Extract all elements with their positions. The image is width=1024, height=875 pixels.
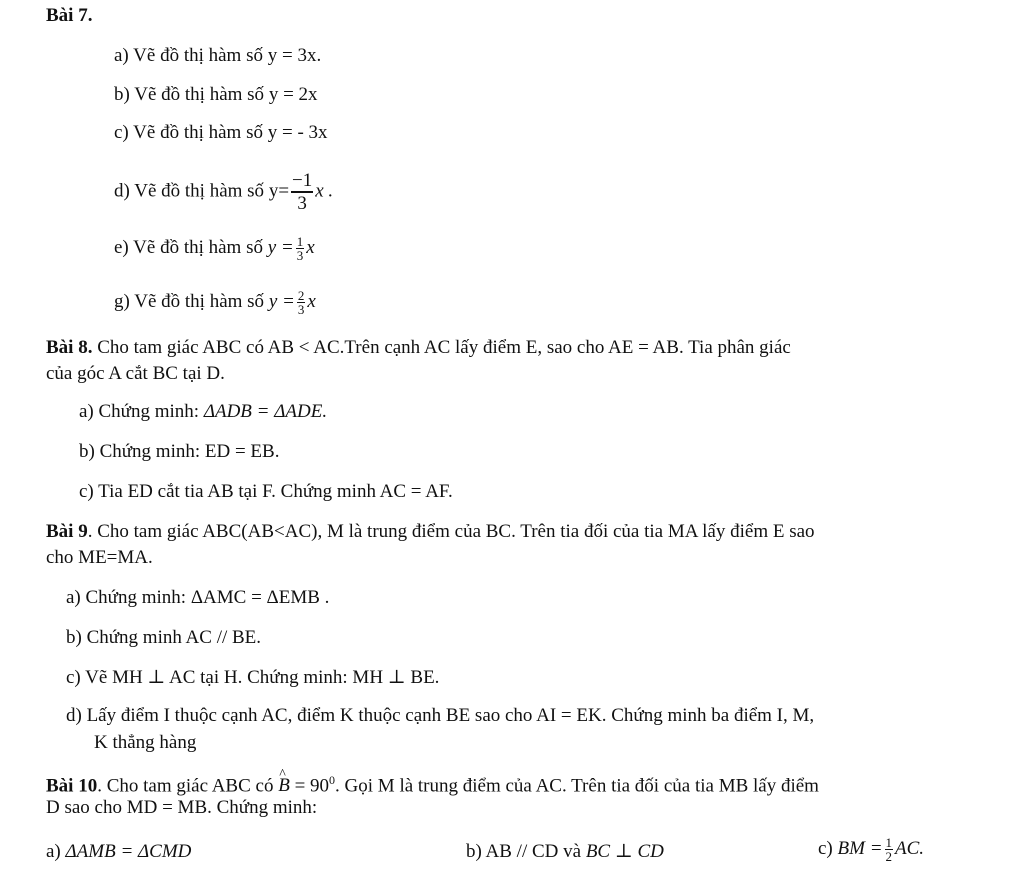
bai8-title: Bài 8. — [46, 337, 93, 358]
bai10-intro1b: . Gọi M là trung điểm của AC. Trên tia đối của tia MB lấy điểm — [335, 775, 819, 797]
bai10-item-c — [818, 836, 924, 863]
bai9-item-a: a) Chứng minh: ΔAMC = ΔEMB . — [66, 587, 330, 608]
bai10-item-a — [46, 840, 191, 864]
bai7-e-lhs: y = — [267, 236, 294, 258]
bai8-item-c: c) Tia ED cắt tia AB tại F. Chứng minh AC = AF. — [79, 481, 453, 502]
bai9-intro-line2: cho ME=MA. — [46, 547, 153, 568]
bai7-a-eq: y = 3x. — [267, 45, 322, 66]
bai9-item-b: b) Chứng minh AC // BE. — [66, 627, 262, 648]
bai7-item-e — [114, 235, 315, 262]
bai9-item-d-line2: K thẳng hàng — [94, 732, 197, 753]
bai7-g-fraction — [297, 289, 306, 316]
bai7-d-rhs: x . — [315, 180, 334, 202]
bai10-b-math: BC ⊥ CD — [585, 841, 664, 862]
bai10-c-lhs: BM = — [837, 837, 883, 859]
bai10-intro-line1 — [46, 768, 819, 798]
bai9-item-d-line1: d) Lấy điểm I thuộc cạnh AC, điểm K thuộc cạnh BE sao cho AI = EK. Chứng minh ba điểm I, M, — [66, 705, 815, 726]
bai9-intro-line1 — [46, 520, 815, 544]
bai7-d-num: −1 — [292, 170, 313, 191]
bai7-e-fraction — [296, 235, 305, 262]
bai10-title: Bài 10 — [46, 775, 98, 797]
bai7-a-text: a) Vẽ đồ thị hàm số — [114, 45, 263, 66]
bai10-c-den: 2 — [885, 849, 893, 864]
bai7-e-rhs: x — [306, 236, 315, 258]
bai7-d-lhs: y= — [268, 180, 290, 202]
bai8-a-math: ΔADB = ΔADE. — [203, 401, 328, 422]
bai7-item-a — [114, 44, 321, 68]
bai7-b-eq: y = 2x — [268, 84, 318, 105]
bai10-c-fraction — [885, 836, 894, 863]
bai7-c-eq: y = - 3x — [267, 122, 328, 143]
bai10-item-b — [466, 840, 664, 864]
bai7-d-text: d) Vẽ đồ thị hàm số — [114, 180, 265, 202]
bai8-intro1: Cho tam giác ABC có AB < AC.Trên cạnh AC lấy điểm E, sao cho AE = AB. Tia phân giác — [97, 337, 791, 358]
bai10-c-label: c) — [818, 837, 833, 859]
bai7-e-den: 3 — [296, 248, 304, 263]
bai8-intro-line1 — [46, 336, 791, 360]
bai10-a-label: a) — [46, 841, 61, 862]
bai7-e-num: 1 — [296, 234, 304, 249]
bai7-item-d — [114, 170, 333, 214]
bai8-item-b: b) Chứng minh: ED = EB. — [79, 441, 280, 462]
bai9-intro1: . Cho tam giác ABC(AB<AC), M là trung điểm của BC. Trên tia đối của tia MA lấy điểm E sao — [87, 521, 815, 542]
bai7-g-den: 3 — [297, 302, 305, 317]
bai7-g-lhs: y = — [268, 290, 295, 312]
bai7-item-g — [114, 289, 316, 316]
bai8-item-a — [79, 400, 327, 424]
bai10-c-num: 1 — [885, 835, 893, 850]
bai8-intro-line2: của góc A cắt BC tại D. — [46, 363, 225, 384]
bai7-b-text: b) Vẽ đồ thị hàm số — [114, 84, 265, 105]
bai10-angle-eq: = 90 — [294, 775, 330, 797]
bai10-intro1a: . Cho tam giác ABC có — [97, 775, 274, 797]
bai7-c-text: c) Vẽ đồ thị hàm số — [114, 122, 263, 143]
bai7-g-num: 2 — [297, 288, 305, 303]
bai7-g-rhs: x — [307, 290, 316, 312]
bai8-a-label: a) Chứng minh: — [79, 401, 200, 422]
bai9-title: Bài 9 — [46, 521, 88, 542]
bai7-e-text: e) Vẽ đồ thị hàm số — [114, 236, 263, 258]
bai7-item-b — [114, 83, 318, 107]
bai7-g-text: g) Vẽ đồ thị hàm số — [114, 290, 265, 312]
bai10-b-label: b) AB // CD và — [466, 841, 582, 862]
bai10-intro-line2: D sao cho MD = MB. Chứng minh: — [46, 797, 318, 818]
bai9-item-c: c) Vẽ MH ⊥ AC tại H. Chứng minh: MH ⊥ BE. — [66, 667, 440, 688]
bai10-a-math: ΔAMB = ΔCMD — [65, 841, 192, 862]
bai10-c-rhs: AC. — [895, 837, 925, 859]
bai7-d-fraction — [291, 170, 313, 214]
bai7-title: Bài 7. — [46, 5, 93, 26]
bai7-item-c — [114, 121, 328, 145]
bai7-d-den: 3 — [297, 193, 307, 214]
bai10-angle-b: ^ B — [278, 774, 290, 798]
bai10-angle-sup: 0 — [329, 773, 336, 787]
